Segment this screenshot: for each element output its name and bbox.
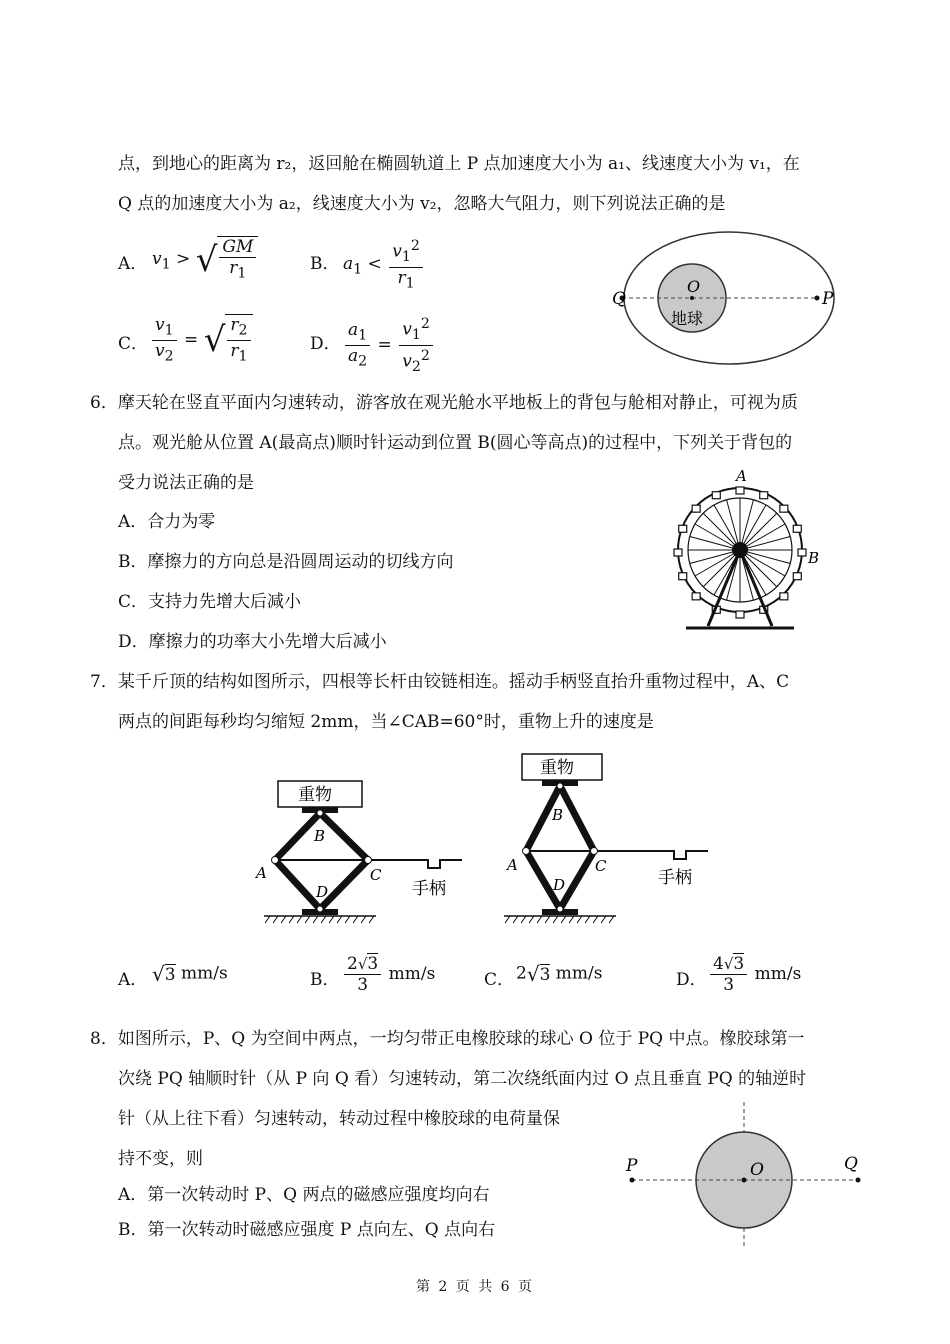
wheel-spoke xyxy=(740,500,753,550)
label-p: P xyxy=(822,289,834,309)
wheel-cabin xyxy=(798,549,806,556)
wheel-spoke xyxy=(740,550,790,563)
point-o xyxy=(690,296,694,300)
wheel-cabin xyxy=(780,505,788,512)
q8-option-a: A．第一次转动时 P、Q 两点的磁感应强度均向右 xyxy=(118,1185,490,1205)
jack-left-label-c: C xyxy=(370,866,382,884)
weight-label-right: 重物 xyxy=(540,758,574,778)
q6-option-c: C．支持力先增大后减小 xyxy=(118,592,302,612)
wheel-cabin xyxy=(793,573,801,580)
q5-option-b-formula: $a_1$ < $\frac{v_1^2}{r_1}$ xyxy=(343,236,425,293)
jack-left xyxy=(254,781,462,923)
ferris-wheel-figure xyxy=(660,466,830,636)
q7-option-d-letter: D． xyxy=(676,970,707,990)
point-p xyxy=(630,1178,635,1183)
wheel-spoke xyxy=(740,537,790,550)
q6-option-b: B．摩擦力的方向总是沿圆周运动的切线方向 xyxy=(118,552,454,572)
wheel-spoke xyxy=(690,537,740,550)
wheel-cabin xyxy=(780,593,788,600)
point-p xyxy=(815,296,820,301)
q6-line1: 6．摩天轮在竖直平面内匀速转动，游客放在观光舱水平地板上的背包与舱相对静止，可视为质 xyxy=(90,393,798,413)
jack-figure xyxy=(250,748,720,933)
jack-right-label-d: D xyxy=(553,876,566,894)
q7-option-b-letter: B． xyxy=(310,970,340,990)
support-right xyxy=(740,550,772,626)
orbit-figure xyxy=(612,228,842,368)
q5-line1: 点，到地心的距离为 r₂，返回舱在椭圆轨道上 P 点加速度大小为 a₁、线速度大小为 v₁，在 xyxy=(118,154,800,174)
label-q: Q xyxy=(844,1154,858,1174)
q6-option-d: D．摩擦力的功率大小先增大后减小 xyxy=(118,632,387,652)
label-o: O xyxy=(750,1160,764,1180)
point-q xyxy=(856,1178,861,1183)
q8-line3: 针（从上往下看）匀速转动，转动过程中橡胶球的电荷量保 xyxy=(118,1109,560,1129)
jack-right-label-b: B xyxy=(552,806,564,824)
handle-label-right: 手柄 xyxy=(658,868,692,888)
q5-option-c-letter: C． xyxy=(118,334,149,354)
q5-option-d-formula: $\frac{a_1}{a_2}$ = $\frac{v_1^2}{v_2^2}$ xyxy=(343,314,435,377)
label-p: P xyxy=(626,1156,638,1176)
wheel-cabin xyxy=(692,593,700,600)
wheel-cabin xyxy=(712,492,720,499)
q7-option-a-formula: √ 3 mm/s xyxy=(152,962,228,986)
wheel-spoke xyxy=(727,500,740,550)
q5-option-c-formula: $\frac{v_1}{v_2}$ = √ $\frac{r_2}{r_1}$ xyxy=(150,314,253,367)
wheel-cabin xyxy=(692,505,700,512)
wheel-cabin xyxy=(674,549,682,556)
q8-option-b: B．第一次转动时磁感应强度 P 点向左、Q 点向右 xyxy=(118,1220,496,1240)
jack-right xyxy=(504,754,708,923)
q7-option-c-letter: C． xyxy=(484,970,515,990)
label-earth: 地球 xyxy=(671,309,704,328)
weight-label-left: 重物 xyxy=(298,785,332,805)
support-left xyxy=(708,550,740,626)
rubber-ball-figure xyxy=(616,1100,876,1250)
jack-left-label-a: A xyxy=(256,864,267,882)
q5-option-b-letter: B． xyxy=(310,254,340,274)
q8-line4: 持不变，则 xyxy=(118,1149,203,1169)
q7-line2: 两点的间距每秒均匀缩短 2mm，当∠CAB=60°时，重物上升的速度是 xyxy=(118,712,654,732)
q7-line1: 7．某千斤顶的结构如图所示，四根等长杆由铰链相连。摇动手柄竖直抬升重物过程中，A、C xyxy=(90,672,790,692)
wheel-cabin xyxy=(679,573,687,580)
wheel-cabin xyxy=(793,525,801,532)
handle-label-left: 手柄 xyxy=(412,879,446,899)
label-o: O xyxy=(687,277,701,296)
q6-line3: 受力说法正确的是 xyxy=(118,473,254,493)
q7-option-c-formula: 2 √ 3 mm/s xyxy=(516,962,603,986)
wheel-cabin xyxy=(736,611,744,618)
q6-option-a: A．合力为零 xyxy=(118,512,216,532)
wheel-cabin xyxy=(760,492,768,499)
q8-line1: 8．如图所示，P、Q 为空间中两点，一均匀带正电橡胶球的球心 O 位于 PQ 中点。橡胶球第一 xyxy=(90,1029,805,1049)
wheel-spoke xyxy=(690,550,740,563)
label-a: A xyxy=(736,467,747,485)
q7-option-d-formula: $\frac{4√3}{3}$ mm/s xyxy=(708,954,801,995)
q5-option-d-letter: D． xyxy=(310,334,341,354)
jack-left-label-d: D xyxy=(316,883,329,901)
q5-option-a-letter: A． xyxy=(118,254,148,274)
label-b: B xyxy=(808,549,820,567)
jack-right-label-a: A xyxy=(507,856,518,874)
wheel-cabin xyxy=(679,525,687,532)
q8-line2: 次绕 PQ 轴顺时针（从 P 向 Q 看）匀速转动，第二次绕纸面内过 O 点且垂直 PQ 的轴逆时 xyxy=(118,1069,807,1089)
q5-option-a-formula: $v_1$ > √ $\frac{GM}{r_1}$ xyxy=(152,236,258,283)
label-q: Q xyxy=(612,289,626,309)
wheel-cabin xyxy=(736,487,744,494)
jack-left-label-b: B xyxy=(314,827,326,845)
q7-option-b-formula: $\frac{2√3}{3}$ mm/s xyxy=(342,954,435,995)
q6-line2: 点。观光舱从位置 A(最高点)顺时针运动到位置 B(圆心等高点)的过程中，下列关于背包的 xyxy=(118,433,793,453)
q5-line2: Q 点的加速度大小为 a₂，线速度大小为 v₂，忽略大气阻力，则下列说法正确的是 xyxy=(118,194,726,214)
q7-option-a-letter: A． xyxy=(118,970,148,990)
page-footer: 第 2 页 共 6 页 xyxy=(415,1279,535,1295)
jack-right-label-c: C xyxy=(595,857,607,875)
point-o xyxy=(742,1178,747,1183)
